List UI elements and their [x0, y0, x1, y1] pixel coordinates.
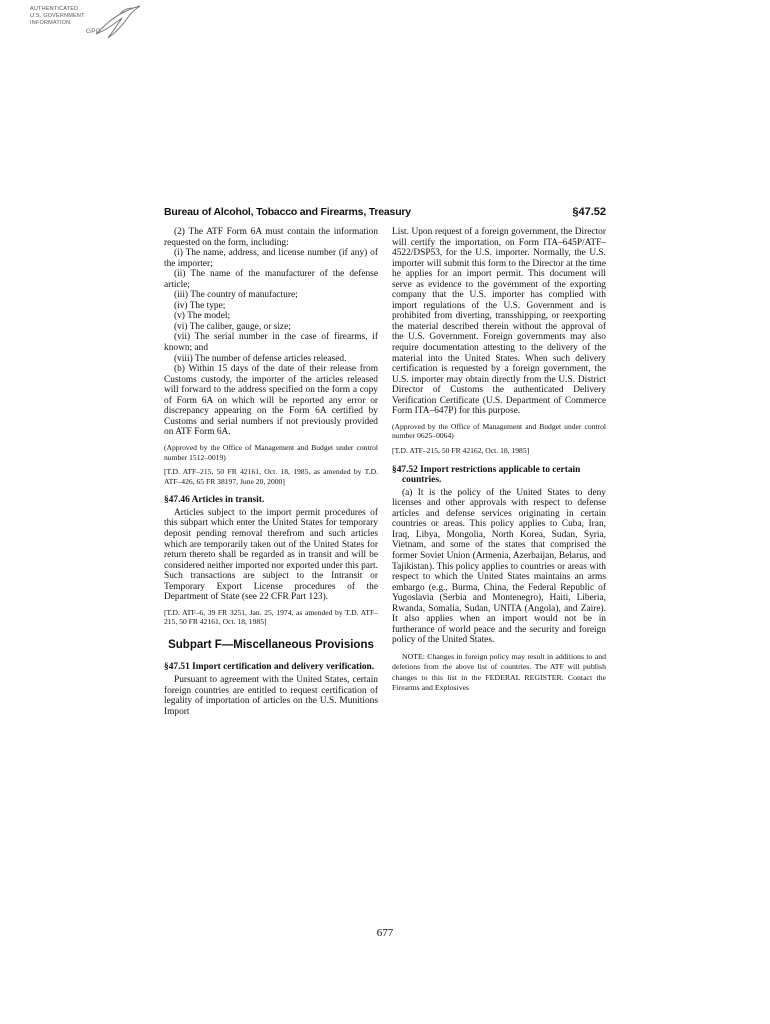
list-item: (i) The name, address, and license number (if any) of the importer;: [164, 248, 378, 269]
right-column: [392, 227, 606, 693]
section-heading-47-52: §47.52 Import restrictions applicable to certain countries.: [392, 464, 581, 486]
paragraph: (b) Within 15 days of the date of their release from Customs custody, the importer of the articles released will forward to the address specified on the form a copy of Form 6A on which will be reported any error or discrepancy appearing on the Form 6A certified by Customs and serial numbers if not previously provided on ATF Form 6A.: [164, 364, 378, 438]
federal-register: FEDERAL REGISTER: [485, 672, 562, 682]
section-heading-47-46: §47.46 Articles in transit.: [164, 495, 265, 506]
list-item: (ii) The name of the manufacturer of the defense article;: [164, 269, 378, 290]
list-item: (viii) The number of defense articles released.: [174, 353, 347, 364]
list-item: (vi) The caliber, gauge, or size;: [174, 321, 291, 332]
seal-line-2: U.S. GOVERNMENT: [30, 13, 85, 19]
gpo-authentication-seal: [30, 6, 150, 52]
source-citation: [T.D. ATF–215, 50 FR 42162, Oct. 18, 1985]: [392, 446, 530, 456]
paragraph: (a) It is the policy of the United States to deny licenses and other approvals with respect to defense articles and defense services originating in certain countries or areas. This policy applies to Cuba, Iran, Iraq, Libya, Mongolia, North Korea, Sudan, Syria, Vietnam, and some of the states that comprised the former Soviet Union (Armenia, Azerbaijan, Belarus, and Tajikistan). This policy applies to countries or areas with respect to which the United States maintains an arms embargo (e.g., Burma, China, the Federal Republic of Yugoslavia (Serbia and Montenegro), Haiti, Liberia, Rwanda, Somalia, Sudan, UNITA (Angola), and Zaire). It also applies when an import would not be in furtherance of world peace and the security and foreign policy of the United States.: [392, 487, 606, 646]
paragraph: (2) The ATF Form 6A must contain the information requested on the form, including:: [164, 227, 378, 248]
list-item: (v) The model;: [174, 311, 231, 322]
seal-line-4: GPO: [86, 28, 102, 35]
note-tail: . Contact the Firearms and Explosives: [392, 672, 607, 692]
note: [392, 652, 606, 693]
seal-line-3: INFORMATION: [30, 20, 71, 26]
agency-title: Bureau of Alcohol, Tobacco and Firearms, Treasury: [164, 206, 411, 218]
list-item: (iv) The type;: [174, 300, 226, 311]
list-item: (iii) The country of manufacture;: [174, 290, 298, 301]
section-heading-47-51: §47.51 Import certification and delivery verification.: [164, 662, 375, 673]
source-citation: [T.D. ATF–215, 50 FR 42161, Oct. 18, 1985, as amended by T.D. ATF–426, 65 FR 38197, June 20, 2000]: [164, 467, 378, 486]
omb-approval: (Approved by the Office of Management and Budget under control number 1512–0019): [164, 442, 378, 462]
note-label: NOTE:: [402, 651, 425, 661]
seal-line-1: AUTHENTICATED: [30, 6, 79, 12]
running-header: [164, 206, 606, 220]
eagle-icon: [90, 4, 142, 42]
list-item: (vii) The serial number in the case of firearms, if known; and: [164, 332, 378, 354]
paragraph: Pursuant to agreement with the United States, certain foreign countries are entitled to request certification of legality of importation of articles on the U.S. Munitions Import: [164, 675, 378, 717]
source-citation: [T.D. ATF–6, 39 FR 3251, Jan. 25, 1974, as amended by T.D. ATF–215, 50 FR 42161, Oct. 18, 1985]: [164, 607, 378, 627]
page-number: 677: [376, 927, 394, 939]
note-text: Changes in foreign policy may result in additions to and deletions from the above list of countries. The ATF will publish changes to this list in the: [392, 651, 606, 682]
paragraph: List. Upon request of a foreign government, the Director will certify the importation, on Form ITA–645P/ATF–4522/DSP53, for the U.S. importer. Normally, the U.S. importer will submit this form to the Director at the time he applies for an import permit. This document will serve as evidence to the government of the exporting company that the U.S. importer has complied with import regulations of the U.S. Government and is prohibited from diverting, transshipping, or reexporting the material described therein without the approval of the U.S. Government. Foreign governments may also require documentation attesting to the delivery of the material into the United States. When such delivery certification is requested by a foreign government, the U.S. importer may obtain directly from the U.S. District Director of Customs the authenticated Delivery Verification Certificate (U.S. Department of Commerce Form ITA–647P) for this purpose.: [392, 227, 606, 417]
left-column: [164, 227, 378, 717]
subpart-heading: Subpart F—Miscellaneous Provisions: [168, 638, 374, 651]
paragraph: Articles subject to the import permit procedures of this subpart which enter the United States for temporary deposit pending removal therefrom and such articles which are temporarily taken out of the United States for return thereto shall be regarded as in transit and will be considered neither imported nor exported under this part. Such transactions are subject to the Intransit or Temporary Export License procedures of the Department of State (see 22 CFR Part 123).: [164, 507, 378, 603]
omb-approval: (Approved by the Office of Management and Budget under control number 0625–0064): [392, 421, 606, 441]
section-number: §47.52: [572, 206, 606, 218]
